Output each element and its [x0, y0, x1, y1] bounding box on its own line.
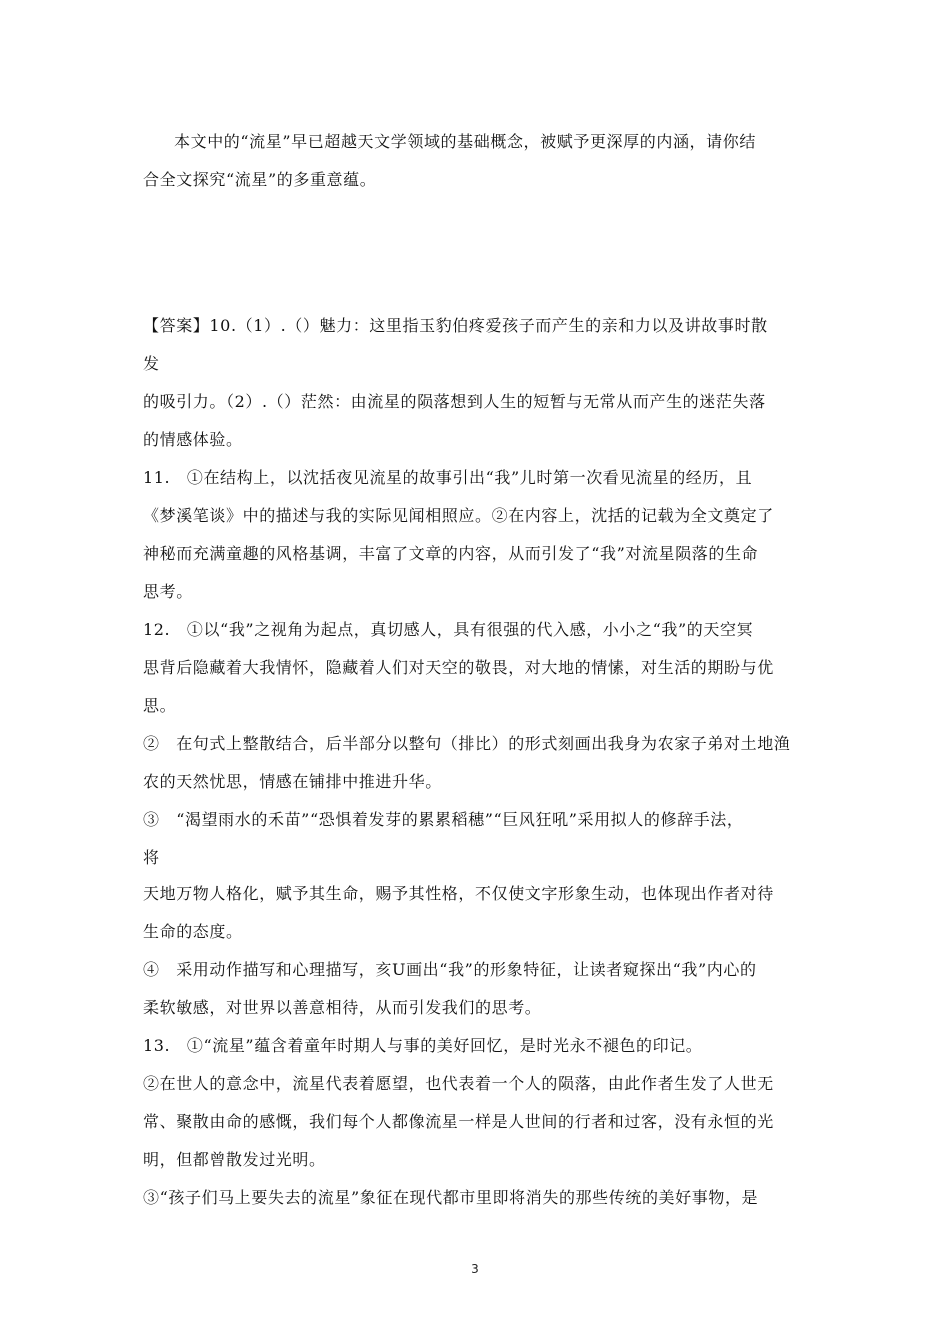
answer-line: 的情感体验。 — [143, 430, 243, 449]
answer-line: ② 在句式上整散结合，后半部分以整句（排比）的形式刻画出我身为农家子弟对土地渔 — [143, 734, 791, 753]
answer-line: 神秘而充满童趣的风格基调，丰富了文章的内容，从而引发了“我”对流星陨落的生命 — [143, 544, 759, 563]
answer-line: 将 — [143, 848, 160, 867]
page-number: 3 — [471, 1262, 479, 1276]
answer-line: ④ 采用动作描写和心理描写，亥U画出“我”的形象特征，让读者窥探出“我”内心的 — [143, 960, 757, 979]
answer-line: 思考。 — [143, 582, 193, 601]
answer-line: 13. ①“流星”蕴含着童年时期人与事的美好回忆，是时光永不褪色的印记。 — [143, 1036, 703, 1055]
answer-line: 常、聚散由命的感慨，我们每个人都像流星一样是人世间的行者和过客，没有永恒的光 — [143, 1112, 774, 1131]
answer-line: 柔软敏感，对世界以善意相待，从而引发我们的思考。 — [143, 998, 542, 1017]
answer-line: ②在世人的意念中，流星代表着愿望，也代表着一个人的陨落，由此作者生发了人世无 — [143, 1074, 774, 1093]
answer-line: 11. ①在结构上，以沈括夜见流星的故事引出“我”儿时第一次看见流星的经历，且 — [143, 468, 753, 487]
answer-line: 思背后隐藏着大我情怀，隐藏着人们对天空的敬畏，对大地的情愫，对生活的期盼与优 — [143, 658, 774, 677]
answer-line: 的吸引力。（2）.（）茫然：由流星的陨落想到人生的短暂与无常从而产生的迷茫失落 — [143, 392, 766, 411]
answer-line: 天地万物人格化，赋予其生命，赐予其性格，不仅使文字形象生动，也体现出作者对待 — [143, 884, 774, 903]
question-line-2: 合全文探究“流星”的多重意蕴。 — [143, 170, 377, 189]
answer-line: 12. ①以“我”之视角为起点，真切感人，具有很强的代入感，小小之“我”的天空冥 — [143, 620, 754, 639]
answer-line: 农的天然忧思，情感在铺排中推进升华。 — [143, 772, 442, 791]
question-line-1: 本文中的“流星”早已超越天文学领域的基础概念，被赋予更深厚的内涵，请你结 — [174, 132, 756, 151]
answer-line: 生命的态度。 — [143, 922, 243, 941]
answer-line: 《梦溪笔谈》中的描述与我的实际见闻相照应。②在内容上，沈括的记载为全文奠定了 — [143, 506, 774, 525]
answer-line: 思。 — [143, 696, 177, 715]
answer-line: ③ “渴望雨水的禾苗”“恐惧着发芽的累累稻穗”“巨风狂吼”采用拟人的修辞手法， — [143, 810, 744, 829]
answer-line: ③“孩子们马上要失去的流星”象征在现代都市里即将消失的那些传统的美好事物，是 — [143, 1188, 759, 1207]
answer-line: 明，但都曾散发过光明。 — [143, 1150, 326, 1169]
answer-line: 发 — [143, 354, 160, 373]
answer-line: 【答案】10.（1）.（）魅力：这里指玉豹伯疼爱孩子而产生的亲和力以及讲故事时散 — [143, 316, 768, 335]
